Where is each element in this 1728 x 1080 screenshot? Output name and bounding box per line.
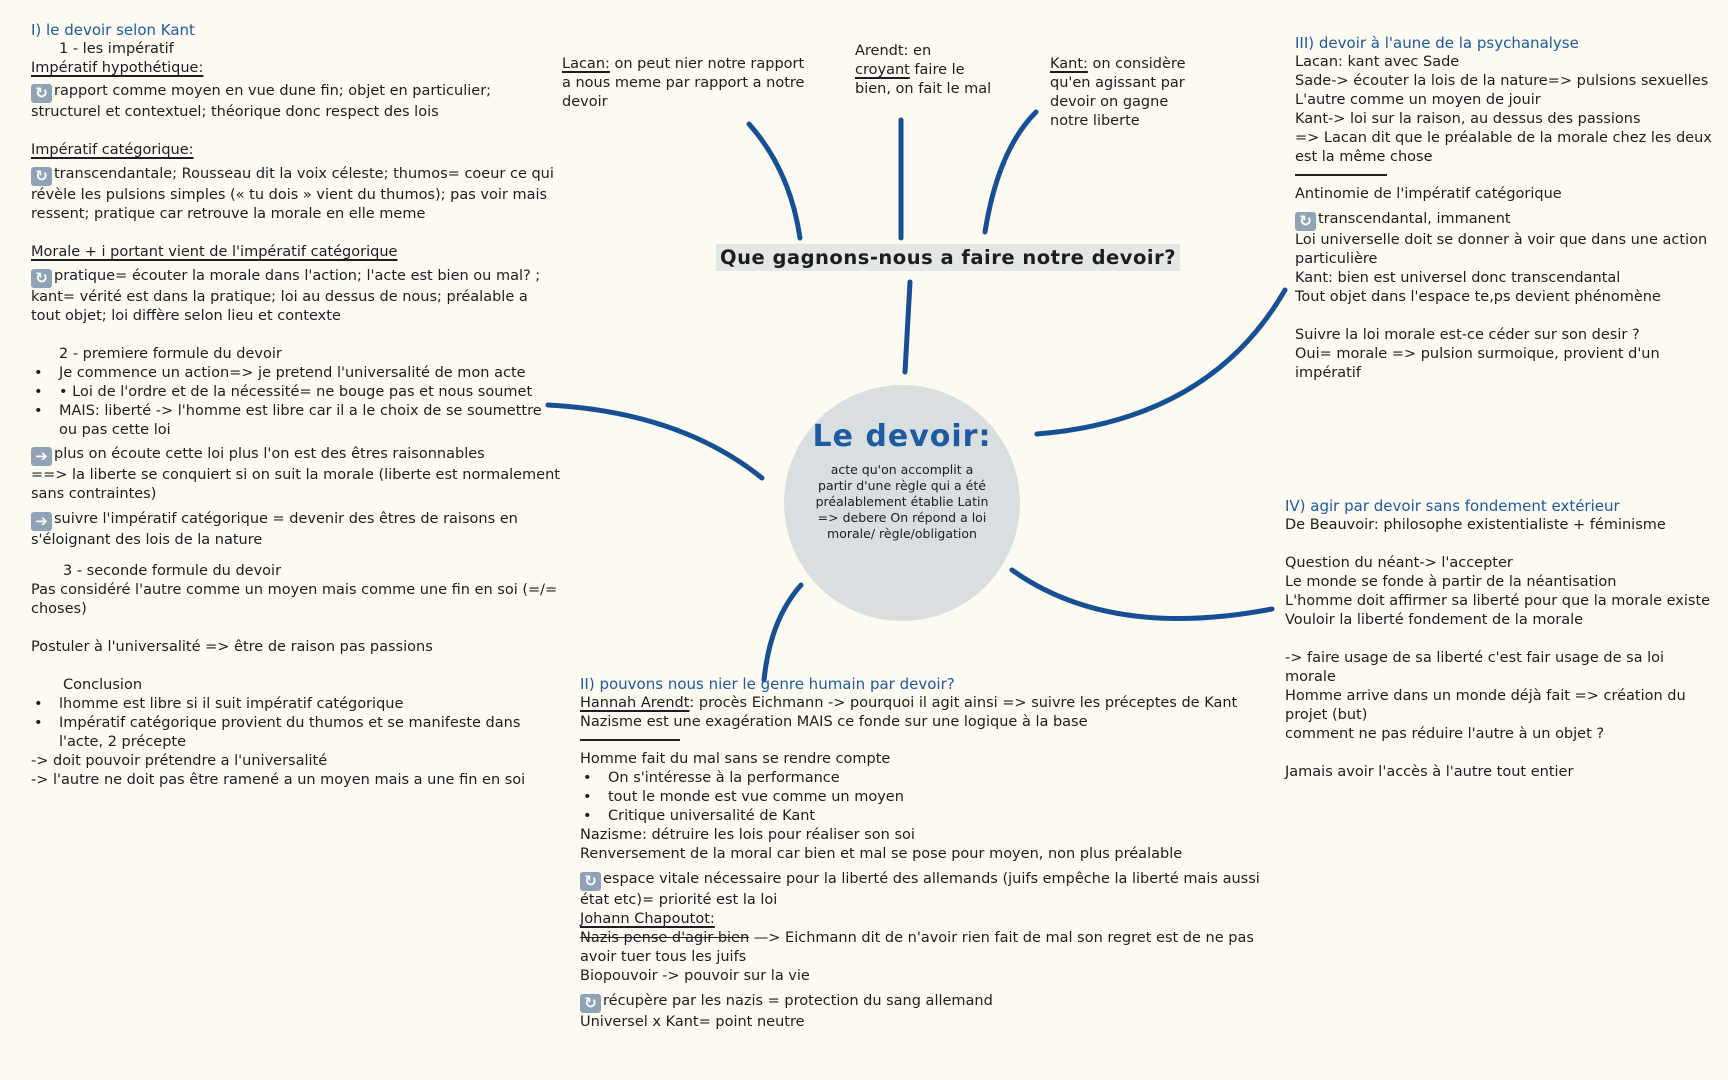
section-1-title: I) le devoir selon Kant [31, 21, 195, 39]
line-kant [985, 112, 1036, 232]
refresh-icon: ↻ [1295, 212, 1316, 231]
refresh-icon: ↻ [580, 872, 601, 891]
bullet-item: • • Loi de l'ordre et de la nécessité= ne bouge pas et nous soumet [31, 383, 561, 402]
refresh-icon: ↻ [31, 167, 52, 186]
morale-heading: Morale + i portant vient de l'impératif catégorique [31, 244, 398, 260]
divider [580, 739, 680, 741]
bullet-item: • lhomme est libre si il suit impératif catégorique [31, 695, 561, 714]
chapoutot-name: Johann Chapoutot: [580, 911, 715, 927]
refresh-icon: ↻ [31, 84, 52, 103]
arendt-name: Hannah Arendt [580, 695, 690, 711]
cat-text: transcendantale; Rousseau dit la voix céleste; thumos= coeur ce qui révèle les pulsions simples (« tu dois » vient du thumos); pas voir mais ressent; pratique car retrouve la morale en elle meme [31, 166, 554, 222]
line-lacan [749, 124, 800, 238]
line-section3 [1037, 290, 1285, 434]
bullet-item: • Critique universalité de Kant [580, 807, 1280, 826]
cat-heading: Impératif catégorique: [31, 142, 194, 158]
line-question-center [905, 282, 910, 372]
section-3: III) devoir à l'aune de la psychanalyse Lacan: kant avec Sade Sade-> écouter la lois de la nature=> pulsions sexuelles L'autre comme un moyen de jouir Kant-> loi sur la raison, au dessus des passions => Lacan dit que le préalable de la morale chez les deux est la même chose Antinomie de l'impératif catégorique ↻ transcendantal, immanent Loi universelle doit se donner à voir que dans une action particulière Kant: bien est universel donc transcendantal Tout objet dans l'espace te,ps devient phénomène Suivre la loi morale est-ce céder sur son desir ? Oui= morale => pulsion surmoique, provient d'un impératif [1295, 34, 1720, 383]
section-4: IV) agir par devoir sans fondement extérieur De Beauvoir: philosophe existentialiste + féminisme Question du néant-> l'accepter Le monde se fonde à partir de la néantisation L'homme doit affirmer sa liberté pour que la morale existe Vouloir la liberté fondement de la morale -> faire usage de sa liberté c'est fair usage de sa loi morale Homme arrive dans un monde déjà fait => création du projet (but) comment ne pas réduire l'autre à un objet ? Jamais avoir l'accès à l'autre tout entier [1285, 497, 1715, 782]
conclusion-heading: Conclusion [63, 677, 143, 693]
divider [1295, 174, 1387, 176]
arrow-text-2: suivre l'impératif catégorique = devenir des êtres de raisons en s'éloignant des lois de la nature [31, 511, 518, 548]
postuler: Postuler à l'universalité => être de raison pas passions [31, 639, 433, 655]
bullet-item: • MAIS: liberté -> l'homme est libre car il a le choix de se soumettre ou pas cette loi [31, 402, 561, 440]
conclusion-line: -> doit pouvoir prétendre a l'universalité [31, 753, 328, 769]
section-1-sub2: 2 - premiere formule du devoir [59, 346, 282, 362]
section-3-title: III) devoir à l'aune de la psychanalyse [1295, 34, 1579, 52]
bullet-item: • Impératif catégorique provient du thumos et se manifeste dans l'acte, 2 précepte [31, 714, 561, 752]
kant-quote: Kant: on considère qu'en agissant par devoir on gagne notre liberte [1050, 56, 1186, 129]
section-2: II) pouvons nous nier le genre humain par devoir? Hannah Arendt: procès Eichmann -> pourquoi il agit ainsi => suivre les préceptes de Kant Nazisme est une exagération MAIS ce fonde sur une logique à la base Homme fait du mal sans se rendre compte • On s'intéresse à la performance • tout le monde est vue comme un moyen • Critique universalité de Kant Nazisme: détruire les lois pour réaliser son soi Renversement de la moral car bien et mal se pose pour moyen, non plus préalable ↻ espace vitale nécessaire pour la liberté des allemands (juifs empêche la liberté mais aussi état etc)= priorité est la loi Johann Chapoutot: Nazis pense d'agir bien —> Eichmann dit de n'avoir rien fait de mal son regret est de ne pas avoir tuer tous les juifs Biopouvoir -> pouvoir sur la vie ↻ récupère par les nazis = protection du sang allemand Universel x Kant= point neutre [580, 675, 1280, 1032]
bullet-item: • Je commence un action=> je pretend l'universalité de mon acte [31, 364, 561, 383]
line-section4 [1012, 570, 1272, 619]
lacan-quote: Lacan: on peut nier notre rapport a nous meme par rapport a notre devoir [562, 56, 805, 110]
arrow-right-icon: ➔ [31, 512, 52, 531]
hyp-heading: Impératif hypothétique: [31, 60, 204, 76]
hyp-text: rapport comme moyen en vue dune fin; objet en particulier; structurel et contextuel; théorique donc respect des lois [31, 83, 492, 120]
bullet-item: • tout le monde est vue comme un moyen [580, 788, 1280, 807]
central-question: Que gagnons-nous a faire notre devoir? [716, 244, 1180, 271]
arrow-right-icon: ➔ [31, 447, 52, 466]
central-node [784, 385, 1020, 621]
refresh-icon: ↻ [580, 994, 601, 1013]
line-section1 [548, 405, 762, 478]
conclusion-line: -> l'autre ne doit pas être ramené a un moyen mais a une fin en soi [31, 772, 526, 788]
refresh-icon: ↻ [31, 269, 52, 288]
central-title: Le devoir: [812, 419, 992, 454]
line-section2 [764, 585, 801, 680]
bullet-item: • On s'intéresse à la performance [580, 769, 1280, 788]
arrow-text-1: plus on écoute cette loi plus l'on est des êtres raisonnables [54, 446, 485, 462]
section-1-sub3: 3 - seconde formule du devoir [63, 563, 282, 579]
central-definition: acte qu'on accomplit a partir d'une règle qui a été préalablement établie Latin => debere On répond a loi morale/ règle/obligation [815, 462, 989, 541]
section-1 [31, 21, 561, 790]
arrow-text-1-next: ==> la liberte se conquiert si on suit la morale (liberte est normalement sans contraintes) [31, 467, 560, 502]
formule-3: Pas considéré l'autre comme un moyen mais comme une fin en soi (=/= choses) [31, 582, 558, 617]
section-4-title: IV) agir par devoir sans fondement extérieur [1285, 497, 1620, 515]
section-2-title: II) pouvons nous nier le genre humain par devoir? [580, 675, 955, 693]
morale-text: pratique= écouter la morale dans l'action; l'acte est bien ou mal? ; kant= vérité est dans la pratique; loi au dessus de nous; préalable a tout objet; loi diffère selon lieu et contexte [31, 268, 541, 324]
section-1-sub1: 1 - les impératif [59, 41, 174, 57]
arendt-quote: Arendt: en croyant faire le bien, on fait le mal [855, 43, 992, 97]
